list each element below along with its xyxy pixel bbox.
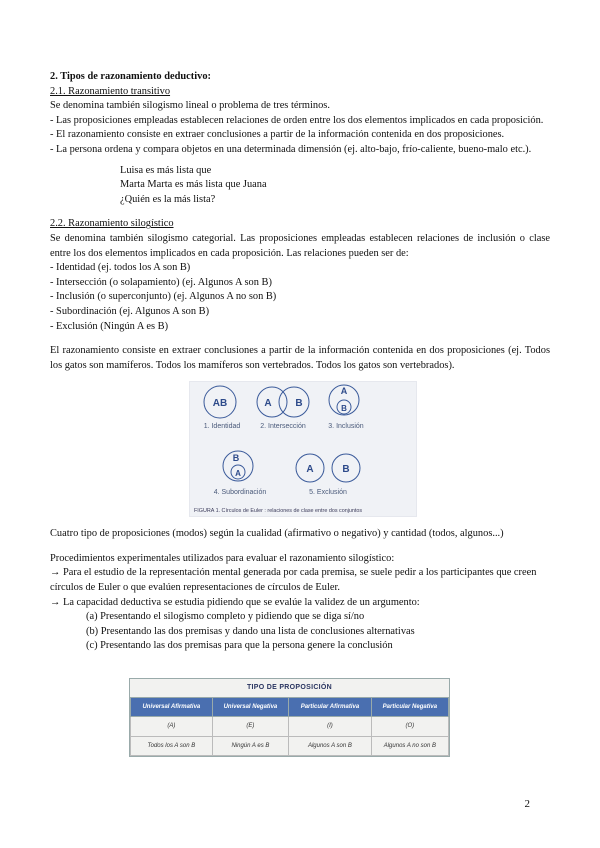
label-b: B — [232, 453, 240, 464]
table-code: (A) — [131, 717, 213, 737]
relation-item: - Identidad (ej. todos los A son B) — [50, 262, 191, 274]
caption-subordinacion: 4. Subordinación — [213, 489, 267, 497]
table-example: Algunos A no son B — [371, 736, 448, 756]
procedures-title: Procedimientos experimentales utilizados para evaluar el razonamiento silogístico: — [50, 552, 395, 564]
label-a: A — [235, 469, 241, 479]
label-a: A — [264, 398, 272, 410]
silogistico-paragraph: El razonamiento consiste en extraer conclusiones a partir de la información contenida en dos proposiciones (ej. Todos los gatos son mamíferos. Todos los mamíferos son vertebrados. Todos los gatos son vertebrados). — [50, 345, 550, 371]
relation-item: - Subordinación (ej. Algunos A son B) — [50, 305, 210, 317]
relation-item: - Inclusión (o superconjunto) (ej. Algunos A no son B) — [50, 291, 277, 303]
relation-item: - Exclusión (Ningún A es B) — [50, 320, 169, 332]
label-b: B — [295, 398, 303, 410]
intersection-circle-b — [279, 387, 309, 417]
figure-caption: FIGURA 1. Círculos de Euler : relaciones de clase entre dos conjuntos — [194, 508, 363, 515]
quantity-paragraph: Cuatro tipo de proposiciones (modos) según la cualidad (afirmativo o negativo) y cantidad (todos, algunos...) — [50, 528, 504, 540]
procedure-sub-item: (b) Presentando las dos premisas y dando una lista de conclusiones alternativas — [86, 625, 415, 637]
subtitle-transitivo: 2.1. Razonamiento transitivo — [50, 85, 171, 97]
caption-identidad: 1. Identidad — [203, 423, 241, 431]
table-code: (O) — [371, 717, 448, 737]
intersection-circle-a — [257, 387, 287, 417]
caption-inclusion: 3. Inclusión — [328, 423, 364, 431]
table-title: TIPO DE PROPOSICIÓN — [246, 684, 333, 692]
transitivo-line: Se denomina también silogismo lineal o problema de tres términos. — [50, 100, 330, 112]
example-line: ¿Quién es la más lista? — [120, 193, 216, 205]
table-header: Particular Afirmativa — [289, 697, 372, 717]
silogistico-intro: Se denomina también silogismo categorial. Las proposiciones empleadas establecen relaciones de inclusión o clase entre los dos elementos implicados en cada proposición. Las relaciones pueden ser de: — [50, 232, 550, 259]
label-a: A — [306, 464, 314, 476]
label-b: B — [342, 464, 350, 476]
subtitle-silogistico: 2.2. Razonamiento silogístico — [50, 218, 174, 230]
transitivo-line: - El razonamiento consiste en extraer conclusiones a partir de la información contenida en dos proposiciones. — [50, 129, 505, 141]
table-code: (I) — [289, 717, 372, 737]
euler-circles-figure — [189, 381, 417, 517]
table-example: Ningún A es B — [212, 736, 288, 756]
transitivo-line: - Las proposiciones empleadas establecen relaciones de orden entre los dos elementos implicados en cada proposición. — [50, 114, 544, 126]
page-content — [50, 70, 550, 757]
label-b: B — [341, 404, 347, 414]
procedure-sub-item: (c) Presentando las dos premisas para que la persona genere la conclusión — [86, 640, 393, 652]
example-line: Luisa es más lista que — [120, 164, 212, 176]
label-ab: AB — [212, 398, 228, 410]
table-header: Universal Afirmativa — [131, 697, 213, 717]
label-a: A — [340, 386, 348, 397]
table-example: Todos los A son B — [131, 736, 213, 756]
procedure-item: → Para el estudio de la representación mental generada por cada premisa, se suele pedir a los participantes que creen círculos de Euler o que evalúen representaciones de círculos de Euler. — [50, 567, 537, 594]
table-code: (E) — [212, 717, 288, 737]
table-header: Particular Negativa — [371, 697, 448, 717]
transitivo-line: - La persona ordena y compara objetos en una determinada dimensión (ej. alto-bajo, frío-caliente, bueno-malo etc.). — [50, 143, 532, 155]
example-line: Marta Marta es más lista que Juana — [120, 179, 267, 191]
table-header: Universal Negativa — [212, 697, 288, 717]
procedure-sub-item: (a) Presentando el silogismo completo y pidiendo que se diga sí/no — [86, 611, 365, 623]
relation-item: - Intersección (o solapamiento) (ej. Algunos A son B) — [50, 276, 272, 288]
proposition-table — [129, 678, 450, 757]
page-number: 2 — [524, 798, 530, 810]
section-title: 2. Tipos de razonamiento deductivo: — [50, 71, 211, 82]
table-example: Algunos A son B — [289, 736, 372, 756]
caption-interseccion: 2. Intersección — [260, 423, 306, 431]
caption-exclusion: 5. Exclusión — [309, 489, 347, 497]
procedure-item: → La capacidad deductiva se estudia pidiendo que se evalúe la validez de un argumento: — [50, 596, 420, 608]
procedure-sub-list — [50, 610, 550, 654]
